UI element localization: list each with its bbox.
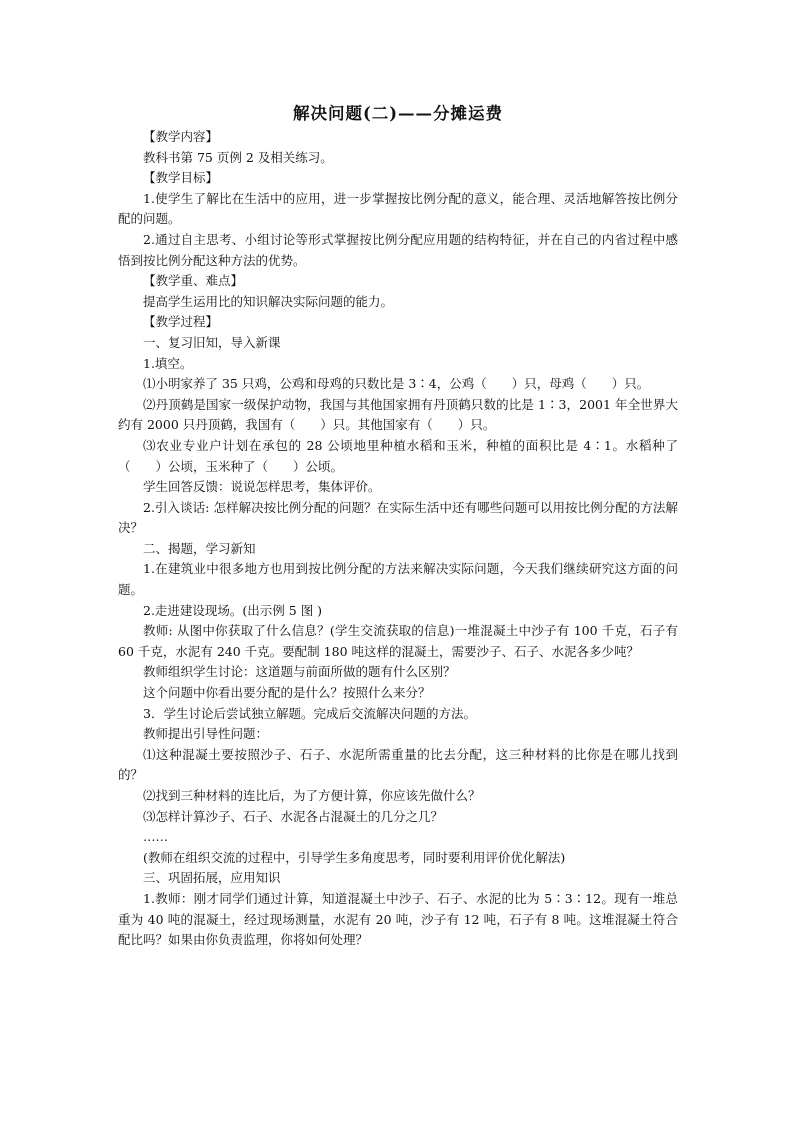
section-heading: 【教学目标】 xyxy=(143,170,219,186)
paragraph: 学生回答反馈：说说怎样思考，集体评价。 xyxy=(143,479,381,495)
paragraph: 1.在建筑业中很多地方也用到按比例分配的方法来解决实际问题，今天我们继续研究这方面的问题。 xyxy=(118,561,678,598)
paragraph: 2.引入谈话: 怎样解决按比例分配的问题？在实际生活中还有哪些问题可以用按比例分配的方法解决？ xyxy=(118,499,678,536)
document-title: 解决问题(二)——分摊运费 xyxy=(292,104,504,123)
paragraph: 二、揭题，学习新知 xyxy=(143,540,256,556)
paragraph: 3．学生讨论后尝试独立解题。完成后交流解决问题的方法。 xyxy=(143,705,476,721)
paragraph: 1.使学生了解比在生活中的应用，进一步掌握按比例分配的意义，能合理、灵活地解答按比例分配的问题。 xyxy=(118,190,678,227)
section-heading: 【教学重、难点】 xyxy=(143,273,244,289)
paragraph: ⑶农业专业户计划在承包的 28 公顷地里种植水稻和玉米，种植的面积比是 4∶1。水稻种了（ ）公顷，玉米种了（ ）公顷。 xyxy=(118,437,678,474)
paragraph: 1.教师：刚才同学们通过计算，知道混凝土中沙子、石子、水泥的比为 5∶3∶12。现有一堆总重为 40 吨的混凝土，经过现场测量，水泥有 20 吨，沙子有 12 吨，石子有 8 吨。这堆混凝土符合配比吗？如果由你负责监理，你将如何处理？ xyxy=(118,890,678,948)
paragraph: 教师提出引导性问题： xyxy=(143,726,269,742)
section-heading: 【教学内容】 xyxy=(143,129,219,144)
document-page xyxy=(118,100,678,951)
paragraph: 教科书第 75 页例 2 及相关练习。 xyxy=(143,149,333,165)
paragraph: ⑵找到三种材料的连比后，为了方便计算，你应该先做什么？ xyxy=(143,788,481,803)
section-heading: 【教学过程】 xyxy=(143,314,219,330)
paragraph: 这个问题中你看出要分配的是什么？按照什么来分？ xyxy=(143,685,431,701)
paragraph: 提高学生运用比的知识解决实际问题的能力。 xyxy=(143,293,394,309)
paragraph: (教师在组织交流的过程中，引导学生多角度思考，同时要利用评价优化解法) xyxy=(143,849,566,865)
paragraph: 教师组织学生讨论：这道题与前面所做的题有什么区别？ xyxy=(143,664,456,680)
paragraph: ⑴小明家养了 35 只鸡，公鸡和母鸡的只数比是 3∶4，公鸡（ ）只，母鸡（ ）只。 xyxy=(143,376,650,392)
paragraph: 2.走进建设现场。(出示例 5 图 ) xyxy=(143,602,323,618)
paragraph: 三、巩固拓展，应用知识 xyxy=(143,870,281,886)
document-body xyxy=(118,127,678,951)
paragraph: ⑵丹顶鹤是国家一级保护动物，我国与其他国家拥有丹顶鹤只数的比是 1∶3，2001 年全世界大约有 2000 只丹顶鹤，我国有（ ）只。其他国家有（ ）只。 xyxy=(118,396,678,433)
paragraph: 一、复习旧知，导入新课 xyxy=(143,334,281,350)
paragraph: 2.通过自主思考、小组讨论等形式掌握按比例分配应用题的结构特征，并在自己的内省过程中感悟到按比例分配这种方法的优势。 xyxy=(118,231,678,268)
paragraph: ⑶怎样计算沙子、石子、水泥各占混凝土的几分之几？ xyxy=(143,808,444,824)
paragraph: 教师: 从图中你获取了什么信息？(学生交流获取的信息)一堆混凝土中沙子有 100 千克，石子有 60 千克，水泥有 240 千克。要配制 180 吨这样的混凝土，需要沙子、石子、水泥各多少吨？ xyxy=(118,623,678,659)
paragraph: …… xyxy=(143,829,168,845)
paragraph: 1.填空。 xyxy=(143,355,193,371)
paragraph: ⑴这种混凝土要按照沙子、石子、水泥所需重量的比去分配，这三种材料的比你是在哪儿找到的？ xyxy=(118,746,678,783)
